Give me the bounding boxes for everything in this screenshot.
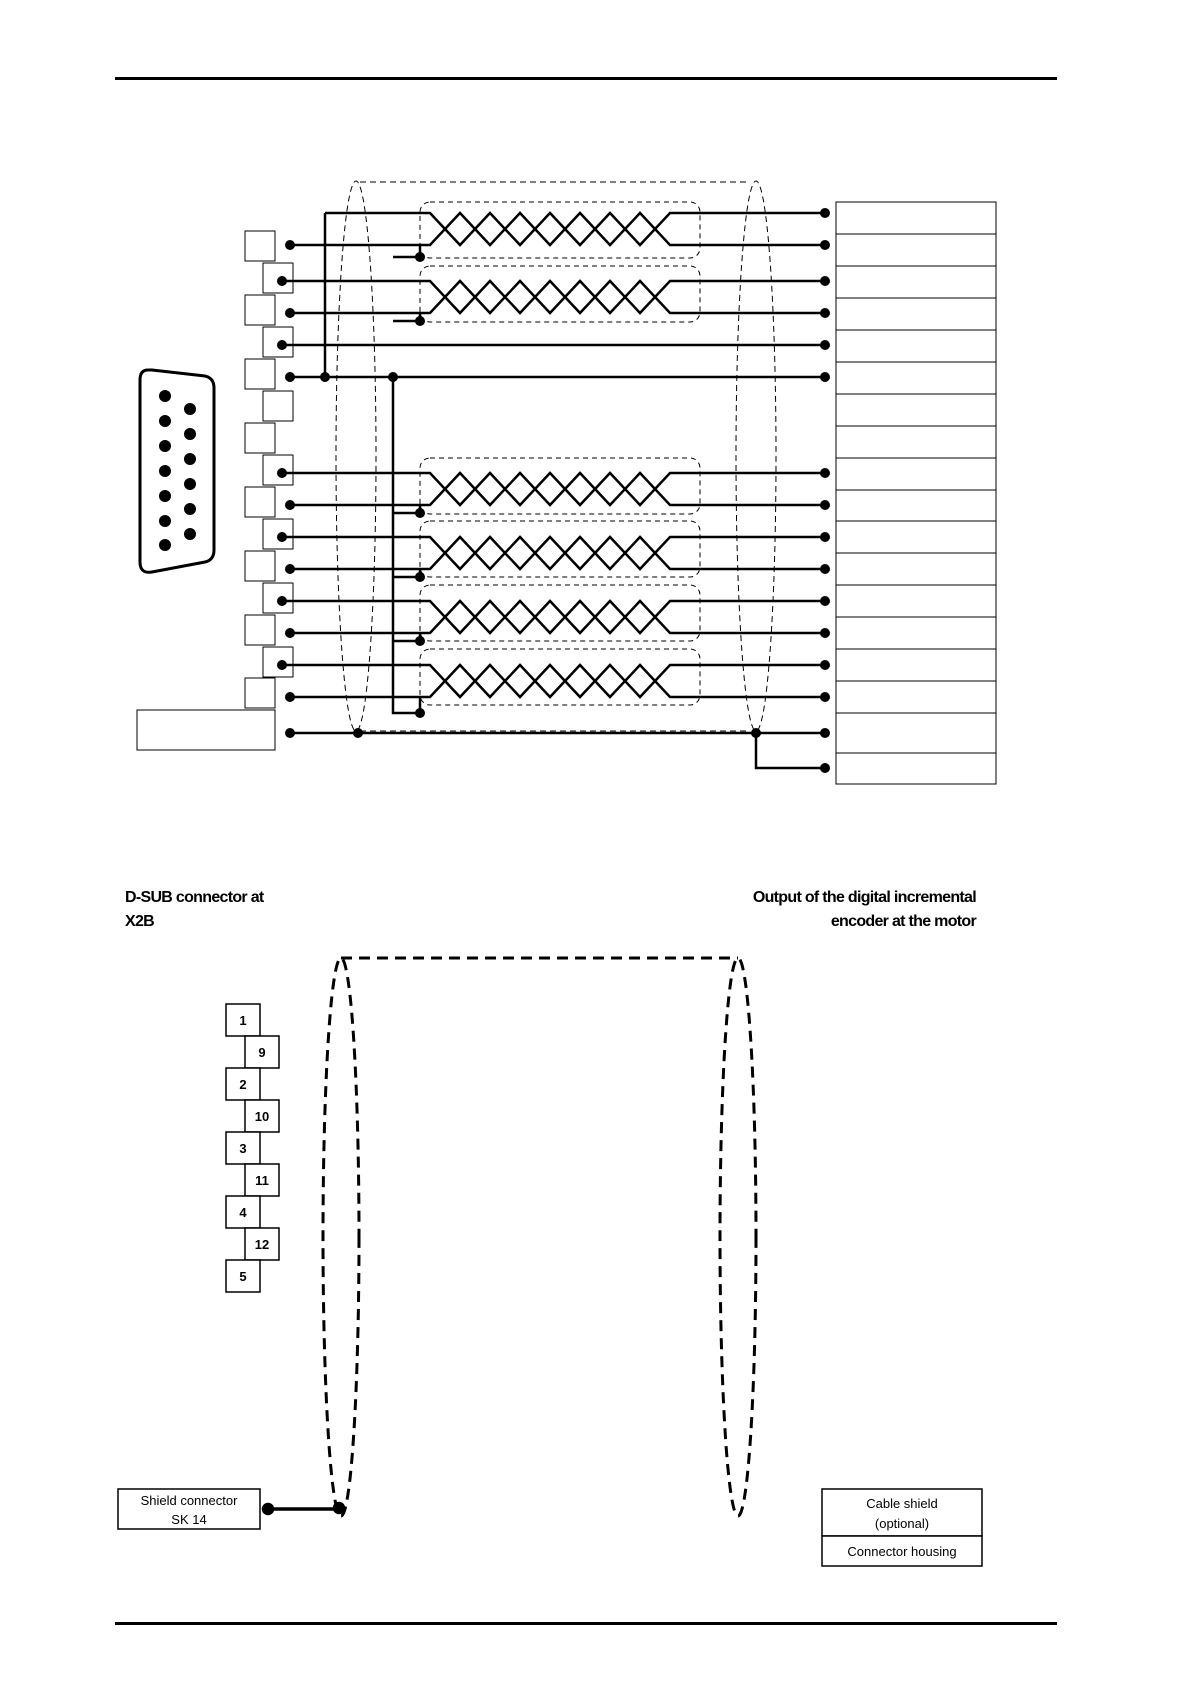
wires xyxy=(282,213,825,768)
dsub-connector-icon xyxy=(140,370,214,572)
connector-housing-label: Connector housing xyxy=(847,1544,957,1559)
pin-label: 5 xyxy=(239,1269,247,1284)
cable-shield-outline xyxy=(323,958,756,1516)
left-heading-line-1: D-SUB connector at xyxy=(125,889,264,906)
pin-label: 10 xyxy=(254,1109,270,1124)
pin-label: 1 xyxy=(239,1013,247,1028)
left-heading-line-2: X2B xyxy=(125,913,155,930)
pin-label: 9 xyxy=(258,1045,266,1060)
junction-dots xyxy=(277,208,830,773)
bottom-rule xyxy=(115,1622,1057,1625)
pin-label: 12 xyxy=(254,1237,270,1252)
pin-label: 4 xyxy=(239,1205,247,1220)
right-heading xyxy=(753,886,976,934)
cable-shield-line-2: (optional) xyxy=(874,1516,930,1531)
right-heading-line-2: encoder at the motor xyxy=(830,913,976,930)
encoder-cable-wiring-diagram xyxy=(0,0,1190,800)
cable-shield-line-1: Cable shield xyxy=(866,1496,938,1511)
pin-label: 2 xyxy=(239,1077,247,1092)
right-heading-line-1: Output of the digital incremental xyxy=(752,889,976,906)
pin-label: 11 xyxy=(255,1173,269,1188)
x2b-legend-diagram xyxy=(0,940,1190,1580)
pin-label: 3 xyxy=(239,1141,247,1156)
motor-terminal-table xyxy=(836,202,996,784)
left-heading xyxy=(125,886,264,934)
shield-connector-line-1: Shield connector xyxy=(140,1493,238,1508)
shield-connector-line-2: SK 14 xyxy=(171,1512,207,1527)
